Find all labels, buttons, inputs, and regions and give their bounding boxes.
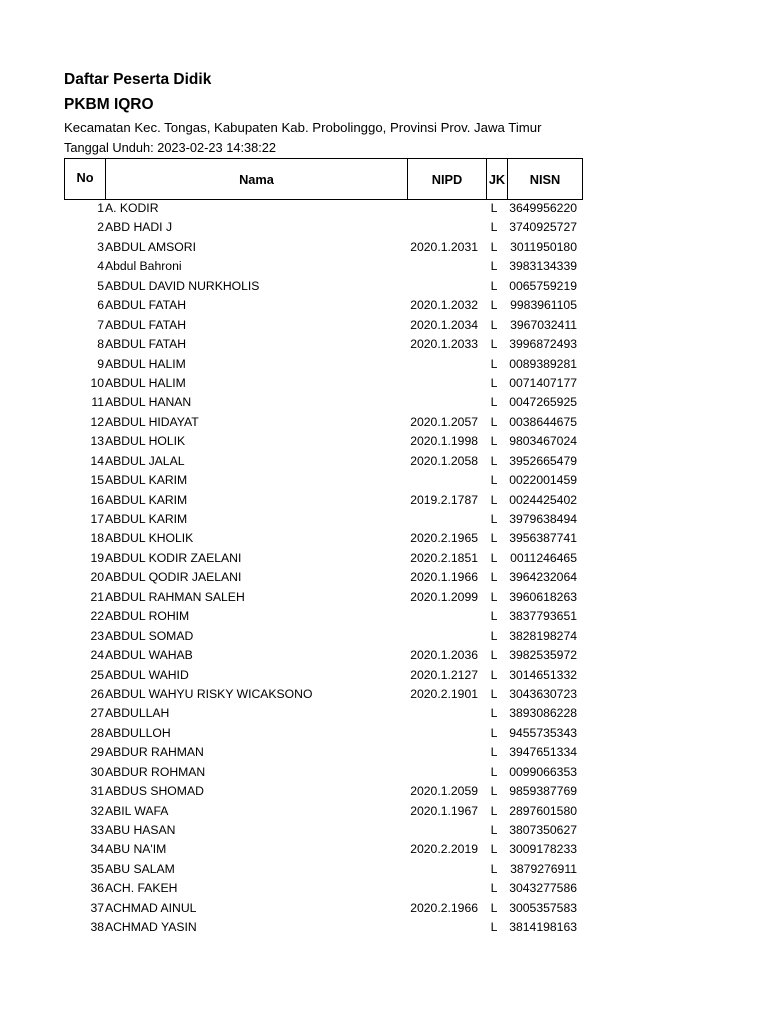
header-no: No [65, 159, 106, 200]
student-nisn: 0089389281 [509, 356, 577, 371]
student-name: ABDUL JALAL [105, 453, 185, 468]
table-row [64, 529, 582, 548]
row-number: 2 [97, 220, 104, 235]
table-row [64, 782, 582, 801]
row-number: 9 [97, 356, 104, 371]
student-nisn: 0099066353 [509, 764, 577, 779]
student-name: ABDUL WAHYU RISKY WICAKSONO [105, 686, 313, 701]
student-nipd: 2020.1.2032 [410, 298, 478, 313]
table-row [64, 238, 582, 257]
table-row [64, 452, 582, 471]
student-gender: L [490, 337, 498, 352]
row-number: 12 [90, 414, 104, 429]
student-gender: L [490, 220, 498, 235]
student-nisn: 9983961105 [510, 298, 577, 313]
student-gender: L [490, 648, 498, 663]
student-gender: L [490, 609, 498, 624]
student-name: ABDUL QODIR JAELANI [105, 570, 242, 585]
table-row [64, 918, 582, 937]
student-nisn: 3009178233 [509, 842, 577, 857]
student-name: ABDUL RAHMAN SALEH [105, 589, 245, 604]
table-row [64, 432, 582, 451]
student-nisn: 3814198163 [509, 920, 577, 935]
table-row [64, 840, 582, 859]
student-name: ABDUL KHOLIK [105, 531, 194, 546]
student-nisn: 3879276911 [510, 861, 577, 876]
student-nisn: 3947651334 [509, 745, 577, 760]
student-name: ABDUR RAHMAN [105, 745, 204, 760]
table-row [64, 393, 582, 412]
student-name: ACHMAD AINUL [105, 900, 197, 915]
student-nisn: 3964232064 [509, 570, 577, 585]
student-nisn: 0065759219 [509, 278, 577, 293]
row-number: 30 [90, 764, 104, 779]
student-gender: L [490, 473, 498, 488]
student-gender: L [490, 725, 498, 740]
student-nisn: 3043630723 [509, 686, 577, 701]
table-row [64, 743, 582, 762]
student-name: ABDUL ROHIM [105, 609, 190, 624]
student-nisn: 0071407177 [509, 375, 577, 390]
row-number: 15 [90, 473, 104, 488]
student-nipd: 2020.1.2099 [410, 589, 478, 604]
row-number: 24 [90, 648, 104, 663]
student-gender: L [490, 842, 498, 857]
student-nisn: 3982535972 [509, 648, 577, 663]
student-nisn: 3967032411 [510, 317, 577, 332]
row-number: 17 [90, 512, 104, 526]
student-gender: L [490, 784, 498, 799]
student-gender: L [490, 920, 498, 935]
student-name: ABDUL KODIR ZAELANI [105, 550, 242, 565]
table-row [64, 568, 582, 587]
student-name: ABIL WAFA [105, 803, 169, 818]
student-gender: L [490, 900, 498, 915]
student-name: ABDUR ROHMAN [105, 764, 206, 779]
student-nipd: 2020.1.1998 [410, 434, 478, 449]
student-gender: L [490, 259, 498, 274]
row-number: 11 [91, 395, 104, 410]
student-name: ACHMAD YASIN [105, 920, 197, 935]
student-gender: L [490, 434, 498, 449]
student-name: ABDUL HIDAYAT [105, 414, 199, 429]
student-nisn: 3043277586 [509, 881, 577, 896]
student-nisn: 3011950180 [510, 239, 577, 254]
table-row [64, 646, 582, 665]
student-name: A. KODIR [105, 201, 159, 215]
table-row [64, 491, 582, 510]
student-nisn: 0038644675 [509, 414, 577, 429]
student-name: ABDUL HOLIK [105, 434, 186, 449]
student-name: ABDUL SOMAD [105, 628, 194, 643]
row-number: 7 [97, 317, 104, 332]
student-name: ABDULLAH [105, 706, 170, 721]
student-nipd: 2020.1.2058 [410, 453, 478, 468]
student-gender: L [490, 201, 498, 215]
student-gender: L [490, 453, 498, 468]
row-number: 25 [90, 667, 104, 682]
student-gender: L [490, 686, 498, 701]
student-gender: L [490, 239, 498, 254]
student-nisn: 9859387769 [509, 784, 577, 799]
header-jk: JK [487, 159, 508, 200]
student-nipd: 2020.1.2127 [410, 667, 478, 682]
student-name: ABU NA'IM [105, 842, 167, 857]
student-gender: L [490, 861, 498, 876]
row-number: 16 [90, 492, 104, 507]
table-row [64, 277, 582, 296]
table-row [64, 355, 582, 374]
student-name: ABDUL DAVID NURKHOLIS [105, 278, 260, 293]
student-name: ABDUL HALIM [105, 356, 186, 371]
student-nipd: 2019.2.1787 [410, 492, 478, 507]
student-nisn: 3996872493 [509, 337, 577, 352]
student-gender: L [490, 823, 498, 837]
student-nisn: 3005357583 [509, 900, 577, 915]
table-row [64, 471, 582, 490]
student-nipd: 2020.2.2019 [410, 842, 478, 857]
student-gender: L [490, 298, 498, 313]
row-number: 14 [90, 453, 104, 468]
row-number: 36 [90, 881, 104, 896]
download-date: Tanggal Unduh: 2023-02-23 14:38:22 [64, 140, 277, 155]
row-number: 22 [90, 609, 104, 624]
row-number: 23 [90, 628, 104, 643]
table-row [64, 549, 582, 568]
student-nisn: 0024425402 [509, 492, 577, 507]
table-row [64, 374, 582, 393]
student-nipd: 2020.2.1965 [410, 531, 478, 546]
table-header [64, 158, 583, 200]
student-name: ABDUL WAHID [105, 667, 189, 682]
student-gender: L [490, 550, 498, 565]
student-nipd: 2020.1.2059 [410, 784, 478, 799]
student-nisn: 0011246465 [510, 550, 577, 565]
row-number: 28 [90, 725, 104, 740]
table-row [64, 588, 582, 607]
row-number: 3 [97, 239, 104, 254]
student-name: ACH. FAKEH [105, 881, 178, 896]
student-nisn: 3828198274 [509, 628, 577, 643]
row-number: 31 [90, 784, 104, 799]
student-gender: L [490, 278, 498, 293]
table-row [64, 296, 582, 315]
student-name: ABDUS SHOMAD [105, 784, 204, 799]
student-gender: L [490, 512, 498, 526]
student-nipd: 2020.1.2057 [410, 414, 478, 429]
student-name: ABDUL WAHAB [105, 648, 193, 663]
row-number: 1 [97, 201, 104, 215]
student-gender: L [490, 589, 498, 604]
row-number: 19 [90, 550, 104, 565]
row-number: 26 [90, 686, 104, 701]
student-gender: L [490, 531, 498, 546]
row-number: 34 [90, 842, 104, 857]
student-gender: L [490, 356, 498, 371]
student-name: ABDULLOH [105, 725, 171, 740]
student-name: ABDUL KARIM [105, 492, 188, 507]
student-name: ABD HADI J [105, 220, 173, 235]
table-row [64, 218, 582, 237]
row-number: 29 [90, 745, 104, 760]
student-gender: L [490, 492, 498, 507]
student-nipd: 2020.2.1851 [410, 550, 478, 565]
student-nisn: 0022001459 [509, 473, 577, 488]
row-number: 38 [90, 920, 104, 935]
table-row [64, 316, 582, 335]
student-name: ABU SALAM [105, 861, 175, 876]
row-number: 8 [97, 337, 104, 352]
student-name: Abdul Bahroni [105, 259, 182, 274]
student-name: ABU HASAN [105, 823, 176, 837]
student-nipd: 2020.1.1967 [410, 803, 478, 818]
header-nipd: NIPD [408, 159, 487, 200]
row-number: 18 [90, 531, 104, 546]
row-number: 33 [90, 823, 104, 837]
student-name: ABDUL FATAH [105, 298, 187, 313]
table-row [64, 821, 582, 840]
student-nisn: 3807350627 [509, 823, 577, 837]
student-nisn: 9455735343 [509, 725, 577, 740]
student-nipd: 2020.1.1966 [410, 570, 478, 585]
student-gender: L [490, 745, 498, 760]
row-number: 35 [90, 861, 104, 876]
row-number: 5 [97, 278, 104, 293]
student-gender: L [490, 414, 498, 429]
student-nipd: 2020.1.2031 [410, 239, 478, 254]
student-nipd: 2020.2.1901 [410, 686, 478, 701]
student-nisn: 3960618263 [509, 589, 577, 604]
table-row [64, 860, 582, 879]
table-row [64, 257, 582, 276]
student-gender: L [490, 570, 498, 585]
table-row [64, 879, 582, 898]
row-number: 21 [90, 589, 104, 604]
student-nisn: 9803467024 [509, 434, 577, 449]
student-nisn: 3952665479 [509, 453, 577, 468]
student-name: ABDUL FATAH [105, 317, 187, 332]
student-nipd: 2020.1.2033 [410, 337, 478, 352]
student-name: ABDUL HALIM [105, 375, 186, 390]
student-name: ABDUL KARIM [105, 512, 188, 526]
student-nipd: 2020.1.2034 [410, 317, 478, 332]
student-nisn: 3979638494 [509, 512, 577, 526]
row-number: 37 [90, 900, 104, 915]
student-nisn: 3956387741 [509, 531, 577, 546]
row-number: 32 [90, 803, 104, 818]
student-gender: L [490, 628, 498, 643]
student-gender: L [490, 764, 498, 779]
table-row [64, 724, 582, 743]
row-number: 27 [90, 706, 104, 721]
row-number: 6 [97, 298, 104, 313]
header-nama: Nama [106, 159, 408, 200]
student-gender: L [490, 803, 498, 818]
table-row [64, 627, 582, 646]
student-gender: L [490, 375, 498, 390]
row-number: 4 [97, 259, 104, 274]
student-gender: L [490, 881, 498, 896]
student-nisn: 3983134339 [509, 259, 577, 274]
row-number: 20 [90, 570, 104, 585]
location-line: Kecamatan Kec. Tongas, Kabupaten Kab. Probolinggo, Provinsi Prov. Jawa Timur [64, 120, 542, 135]
row-number: 13 [90, 434, 104, 449]
student-name: ABDUL AMSORI [105, 239, 196, 254]
table-row [64, 899, 582, 918]
student-nisn: 2897601580 [509, 803, 577, 818]
header-nisn: NISN [508, 159, 583, 200]
table-row [64, 802, 582, 821]
table-row [64, 413, 582, 432]
student-gender: L [490, 667, 498, 682]
table-row [64, 510, 582, 529]
table-row [64, 704, 582, 723]
table-row [64, 607, 582, 626]
student-name: ABDUL FATAH [105, 337, 187, 352]
student-gender: L [490, 706, 498, 721]
table-row [64, 666, 582, 685]
student-nisn: 3837793651 [509, 609, 577, 624]
student-nisn: 3014651332 [509, 667, 577, 682]
organization-name: PKBM IQRO [64, 96, 154, 113]
student-nisn: 0047265925 [509, 395, 577, 410]
student-name: ABDUL HANAN [105, 395, 192, 410]
student-gender: L [490, 395, 498, 410]
student-name: ABDUL KARIM [105, 473, 188, 488]
student-nisn: 3740925727 [509, 220, 577, 235]
table-row [64, 685, 582, 704]
student-gender: L [490, 317, 498, 332]
table-row [64, 199, 582, 218]
table-row [64, 763, 582, 782]
row-number: 10 [90, 375, 104, 390]
student-table-body [64, 199, 582, 938]
table-row [64, 335, 582, 354]
student-nisn: 3893086228 [509, 706, 577, 721]
student-nipd: 2020.2.1966 [410, 900, 478, 915]
student-nipd: 2020.1.2036 [410, 648, 478, 663]
student-nisn: 3649956220 [509, 201, 577, 215]
page-title: Daftar Peserta Didik [64, 71, 212, 88]
